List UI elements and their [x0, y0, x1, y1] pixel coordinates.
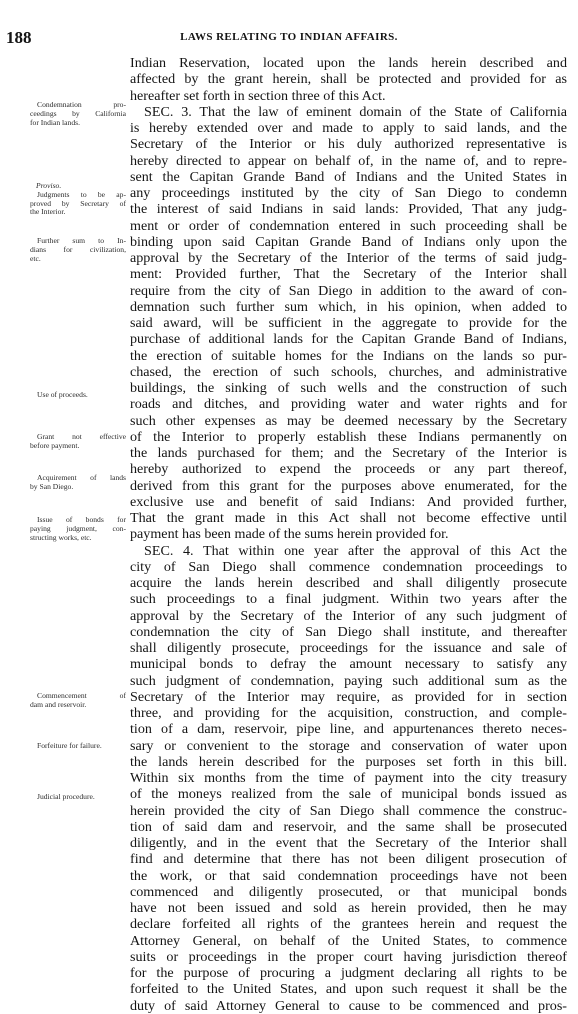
margin-note-line: paying judgment, con-: [30, 523, 126, 533]
text-line: payment has been made of the sums herein provided for.: [130, 526, 449, 543]
margin-note-line: Condemnation pro-: [37, 100, 126, 109]
margin-note-condemnation: [30, 101, 126, 127]
text-line: tion of said dam and reservoir, and the same shall be prosecuted: [130, 818, 567, 835]
text-line: any proceedings instituted by the city of San Diego to condemn: [130, 185, 567, 201]
margin-note-issue-of-bonds: [30, 516, 126, 542]
margin-note-further-sum: [30, 237, 126, 263]
text-line: the erection of suitable homes for the Indians on the lands so pur-: [130, 347, 567, 364]
text-line: derived from this grant for the purposes above enumerated, for the: [130, 477, 567, 494]
statute-body-text: [130, 55, 567, 1014]
text-line: sary or convenient to the storage and conservation of water upon: [130, 737, 567, 754]
text-line: city of San Diego shall commence condemnation proceedings to: [130, 558, 567, 575]
text-line: is hereby extended over and made to apply to said lands, and the: [130, 120, 567, 136]
text-line: Within six months from the time of payment into the city treasury: [130, 770, 567, 786]
text-line: of the moneys realized from the sale of municipal bonds issued as: [130, 786, 567, 803]
text-line: acquire the lands herein described and shall diligently prosecute: [130, 575, 567, 591]
text-line: ment or order of condemnation entered in such proceeding shall be: [130, 217, 567, 234]
text-line: Secretary of the Interior or his duly authorized representative is: [130, 136, 567, 153]
text-line: find and determine that there has not been diligent prosecution of: [130, 851, 567, 868]
text-line: demnation such further sum which, in his opinion, when added to: [130, 298, 567, 315]
text-line: said award, will be sufficient in the aggregate to provide for the: [130, 315, 567, 331]
text-line: diligently, and in the event that the Secretary of the Interior shall: [130, 835, 567, 851]
text-line: approval by the Secretary of the Interior of the terms of said judg-: [130, 250, 567, 266]
text-line: herein provided the city of San Diego shall commence the construc-: [130, 802, 567, 819]
text-line: binding upon said Capitan Grande Band of Indians only upon the: [130, 233, 567, 250]
margin-note-line: before payment.: [30, 440, 80, 450]
section-3-heading-line: SEC. 3. That the law of eminent domain of the State of California: [144, 103, 567, 120]
text-line: the lands herein described for the purposes set forth in this bill.: [130, 753, 567, 770]
margin-note-line: Forfeiture for failure.: [37, 741, 102, 750]
section-4-heading-line: SEC. 4. That within one year after the approval of this Act the: [144, 542, 567, 559]
margin-note-line: structing works, etc.: [30, 532, 92, 542]
margin-note-line: by San Diego.: [30, 481, 74, 491]
text-line: three, and providing for the acquisition, construction, and comple-: [130, 705, 567, 721]
margin-note-line: dam and reservoir.: [30, 699, 87, 709]
margin-note-line: for Indian lands.: [30, 117, 80, 127]
text-line: Secretary of the Interior may require, as provided for in section: [130, 688, 567, 705]
margin-note-grant-not-effective: [30, 433, 126, 451]
text-line: such proceedings to a final judgment. Within two years after the: [130, 591, 567, 608]
text-line: That the grant made in this Act shall not become effective until: [130, 510, 567, 526]
text-line: such other expenses as may be deemed necessary by the Secretary: [130, 412, 567, 429]
text-line: condemnation the city of San Diego shall institute, and thereafter: [130, 623, 567, 640]
text-line: hereby authorized to expend the proceeds or any part thereof,: [130, 461, 567, 478]
margin-note-line: Judgments to be ap-: [37, 189, 126, 199]
text-line: affected by the grant herein, shall be protected and provided for as: [130, 71, 567, 88]
text-line: roads and ditches, and providing water and water rights and for: [130, 396, 567, 413]
page-number: 188: [6, 28, 32, 47]
text-line: duty of said Attorney General to cause to be commenced and pros-: [130, 997, 567, 1014]
margin-note-acquirement: [30, 474, 126, 492]
margin-note-line: Grant not effective: [37, 432, 126, 441]
margin-note-line: etc.: [30, 253, 41, 263]
margin-note-line: ceedings by California: [30, 108, 126, 118]
text-line: the interest of said Indians in said lands: Provided, That any judg-: [130, 201, 567, 218]
margin-note-line: Issue of bonds for: [37, 515, 126, 524]
text-line: the lands purchased for them; and the Secretary of the Interior is: [130, 445, 567, 461]
text-line: such judgment of condemnation, paying such additional sum as the: [130, 672, 567, 689]
margin-note-line: proved by Secretary of: [30, 198, 126, 208]
margin-note-commencement: [30, 692, 126, 710]
margin-note-forfeiture: [30, 742, 126, 751]
margin-note-line: Acquirement of lands: [37, 473, 126, 482]
text-line: Attorney General, on behalf of the United States, to commence: [130, 932, 567, 949]
text-line: suits or proceedings in the proper court having jurisdiction thereof: [130, 948, 567, 965]
margin-note-use-of-proceeds: [30, 391, 126, 400]
text-line: tion of a dam, reservoir, pipe line, and appurtenances thereto neces-: [130, 721, 567, 738]
text-line: sent the Capitan Grande Band of Indians and the United States in: [130, 168, 567, 185]
text-line: commenced and diligently prosecuted, or that municipal bonds: [130, 883, 567, 900]
margin-note-line: Use of proceeds.: [37, 390, 88, 399]
text-line: hereby directed to appear on behalf of, in the name of, and to repre-: [130, 152, 567, 169]
text-line: municipal bonds to defray the amount necessary to satisfy any: [130, 656, 567, 673]
text-line: exclusive use and benefit of said Indians: And provided further,: [130, 493, 567, 510]
text-line: have not been issued and sold as herein provided, then he may: [130, 900, 567, 916]
text-line: hereafter set forth in section three of this Act.: [130, 87, 386, 104]
text-line: buildings, the sinking of such wells and the construction of such: [130, 380, 567, 396]
text-line: ment: Provided further, That the Secretary of the Interior shall: [130, 266, 567, 283]
text-line: of the Interior to properly establish these Indians permanently on: [130, 428, 567, 445]
margin-note-judicial-procedure: [30, 793, 126, 802]
page-header: [0, 28, 578, 48]
margin-note-line: Judicial procedure.: [37, 792, 95, 801]
text-line: chased, the erection of such schools, churches, and administrative: [130, 363, 567, 380]
text-line: for the purpose of procuring a judgment declaring all rights to be: [130, 965, 567, 981]
text-line: require from the city of San Diego in addition to the award of con-: [130, 282, 567, 299]
text-line: Indian Reservation, located upon the lands herein described and: [130, 55, 567, 71]
text-line: the work, or that said condemnation proceedings have not been: [130, 867, 567, 884]
margin-note-line: Further sum to In-: [37, 236, 126, 245]
running-head: LAWS RELATING TO INDIAN AFFAIRS.: [180, 31, 398, 43]
text-line: purchase of additional lands for the Capitan Grande Band of Indians,: [130, 331, 567, 348]
text-line: forfeited to the United States, and upon such request it shall be the: [130, 981, 567, 998]
margin-note-line: Proviso.: [36, 181, 62, 190]
margin-note-line: Commencement of: [37, 691, 126, 700]
text-line: shall diligently prosecute, proceedings for the issuance and sale of: [130, 640, 567, 656]
margin-note-line: the Interior.: [30, 207, 66, 217]
text-line: approval by the Secretary of the Interior of any such judgment of: [130, 607, 567, 624]
margin-note-proviso: [30, 182, 126, 217]
margin-note-line: dians for civilization,: [30, 244, 126, 254]
text-line: declare forfeited all rights of the grantees herein and request the: [130, 916, 567, 933]
